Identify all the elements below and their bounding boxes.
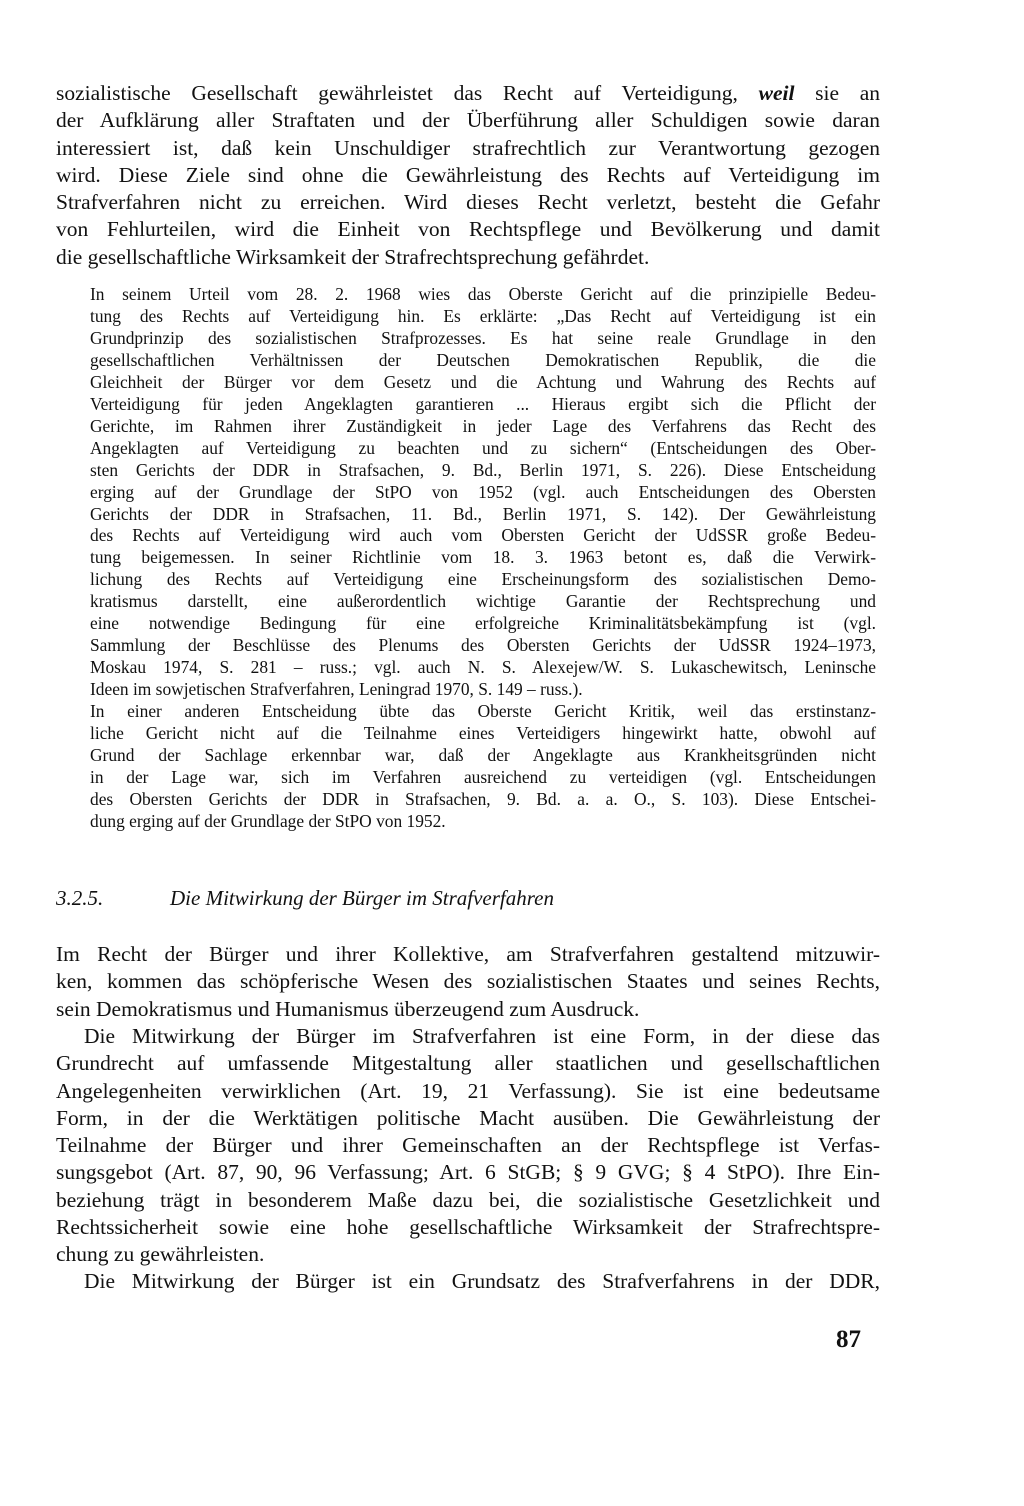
note-line: Grundprinzip des sozialistischen Strafprozesses. Es hat seine reale Grundlage in den bbox=[90, 327, 876, 348]
note-line: Verteidigung für jeden Angeklagten garantieren ... Hieraus ergibt sich die Pflicht der bbox=[90, 393, 876, 414]
paragraph-3 bbox=[56, 1268, 880, 1295]
note-line: kratismus darstellt, eine außerordentlich wichtige Garantie der Rechtsprechung und bbox=[90, 591, 876, 612]
note-line: liche Gericht nicht auf die Teilnahme eines Verteidigers hingewirkt hatte, obwohl auf bbox=[90, 722, 876, 743]
text-line: wird. Diese Ziele sind ohne die Gewährleistung des Rechts auf Verteidigung im bbox=[56, 162, 880, 187]
note-line: Moskau 1974, S. 281 – russ.; vgl. auch N. S. Alexejew/W. S. Lukaschewitsch, Leninsche bbox=[90, 657, 876, 678]
text-line: Grundrecht auf umfassende Mitgestaltung aller staatlichen und gesellschaftlichen bbox=[56, 1051, 880, 1076]
text-line: interessiert ist, daß kein Unschuldiger strafrechtlich zur Verantwortung gezogen bbox=[56, 135, 880, 160]
text-line: Die Mitwirkung der Bürger im Strafverfahren ist eine Form, in der diese das bbox=[84, 1024, 880, 1048]
note-line: in der Lage war, sich im Verfahren ausreichend zu verteidigen (vgl. Entscheidungen bbox=[90, 766, 876, 787]
page-number: 87 bbox=[836, 1326, 861, 1353]
note-line: Ideen im sowjetischen Strafverfahren, Leningrad 1970, S. 149 – russ.). bbox=[90, 679, 583, 700]
note-line: lichung des Rechts auf Verteidigung eine Erscheinungsform des sozialistischen Demo- bbox=[90, 569, 876, 590]
text-line: sozialistische Gesellschaft gewährleistet das Recht auf Verteidigung, weil sie an bbox=[56, 81, 880, 105]
note-line: eine notwendige Bedingung für eine erfolgreiche Kriminalitätsbekämpfung ist (vgl. bbox=[90, 613, 876, 634]
note-line: In seinem Urteil vom 28. 2. 1968 wies das Oberste Gericht auf die prinzipielle Bedeu- bbox=[90, 284, 876, 304]
text-line: Rechtssicherheit sowie eine hohe gesellschaftliche Wirksamkeit der Strafrechtspre- bbox=[56, 1215, 880, 1240]
text-line: von Fehlurteilen, wird die Einheit von Rechtspflege und Bevölkerung und damit bbox=[56, 217, 880, 242]
text-line: der Aufklärung aller Straftaten und der Überführung aller Schuldigen sowie daran bbox=[56, 108, 880, 133]
note-block-1 bbox=[90, 284, 876, 701]
text-line: ken, kommen das schöpferische Wesen des sozialistischen Staates und seines Rechts, bbox=[56, 969, 880, 994]
text-line: Teilnahme der Bürger und ihrer Gemeinschaften an der Rechtspflege ist Verfas- bbox=[56, 1133, 880, 1158]
note-line: tung des Rechts auf Verteidigung hin. Es erklärte: „Das Recht auf Verteidigung ist ein bbox=[90, 305, 876, 326]
note-line: tung beigemessen. In seiner Richtlinie vom 18. 3. 1963 betont es, daß die Verwirk- bbox=[90, 547, 876, 568]
note-line: gesellschaftlichen Verhältnissen der Deutschen Demokratischen Republik, die die bbox=[90, 349, 876, 370]
text-line: Strafverfahren nicht zu erreichen. Wird dieses Recht verletzt, besteht die Gefahr bbox=[56, 190, 880, 215]
note-block-2 bbox=[90, 701, 876, 833]
note-line: Gerichts der DDR in Strafsachen, 11. Bd., Berlin 1971, S. 142). Der Gewährleistung bbox=[90, 503, 876, 524]
text-line: Die Mitwirkung der Bürger ist ein Grundsatz des Strafverfahrens in der DDR, bbox=[84, 1269, 880, 1293]
note-line: des Rechts auf Verteidigung wird auch vom Obersten Gericht der UdSSR große Bedeu- bbox=[90, 525, 876, 546]
note-line: Angeklagten auf Verteidigung zu beachten und zu sichern“ (Entscheidungen des Ober- bbox=[90, 437, 876, 458]
emphasis-word: weil bbox=[758, 81, 795, 105]
note-line: des Obersten Gerichts der DDR in Strafsachen, 9. Bd. a. a. O., S. 103). Diese Entschei- bbox=[90, 788, 876, 809]
text-line: beziehung trägt in besonderem Maße dazu bei, die sozialistische Gesetzlichkeit und bbox=[56, 1187, 880, 1212]
text-line: Im Recht der Bürger und ihrer Kollektive, am Strafverfahren gestaltend mitzuwir- bbox=[56, 942, 880, 966]
paragraph-2 bbox=[56, 1023, 880, 1269]
note-line: Gleichheit der Bürger vor dem Gesetz und die Achtung und Wahrung des Rechts auf bbox=[90, 371, 876, 392]
section-number: 3.2.5. bbox=[56, 886, 104, 910]
note-line: dung erging auf der Grundlage der StPO von 1952. bbox=[90, 810, 446, 831]
text-line: chung zu gewährleisten. bbox=[56, 1242, 265, 1267]
text-line: Form, in der die Werktätigen politische Macht ausüben. Die Gewährleistung der bbox=[56, 1105, 880, 1130]
note-line: erging auf der Grundlage der StPO von 1952 (vgl. auch Entscheidungen des Obersten bbox=[90, 481, 876, 502]
note-line: Sammlung der Beschlüsse des Plenums des Obersten Gerichts der UdSSR 1924–1973, bbox=[90, 635, 876, 656]
text-line: die gesellschaftliche Wirksamkeit der Strafrechtsprechung gefährdet. bbox=[56, 244, 650, 269]
text-line: sein Demokratismus und Humanismus überzeugend zum Ausdruck. bbox=[56, 996, 640, 1021]
paragraph-1 bbox=[56, 941, 880, 1023]
section-title: Die Mitwirkung der Bürger im Strafverfahren bbox=[170, 886, 554, 910]
intro-paragraph bbox=[56, 80, 880, 271]
note-line: Gerichte, im Rahmen ihrer Zuständigkeit in jeder Lage des Verfahrens das Recht des bbox=[90, 415, 876, 436]
note-line: sten Gerichts der DDR in Strafsachen, 9. Bd., Berlin 1971, S. 226). Diese Entscheidung bbox=[90, 459, 876, 480]
text-line: Angelegenheiten verwirklichen (Art. 19, 21 Verfassung). Sie ist eine bedeutsame bbox=[56, 1078, 880, 1103]
note-line: Grund der Sachlage erkennbar war, daß der Angeklagte aus Krankheitsgründen nicht bbox=[90, 744, 876, 765]
note-line: In einer anderen Entscheidung übte das Oberste Gericht Kritik, weil das erstinstanz- bbox=[90, 701, 876, 721]
text-line: sungsgebot (Art. 87, 90, 96 Verfassung; Art. 6 StGB; § 9 GVG; § 4 StPO). Ihre Ein- bbox=[56, 1160, 880, 1185]
